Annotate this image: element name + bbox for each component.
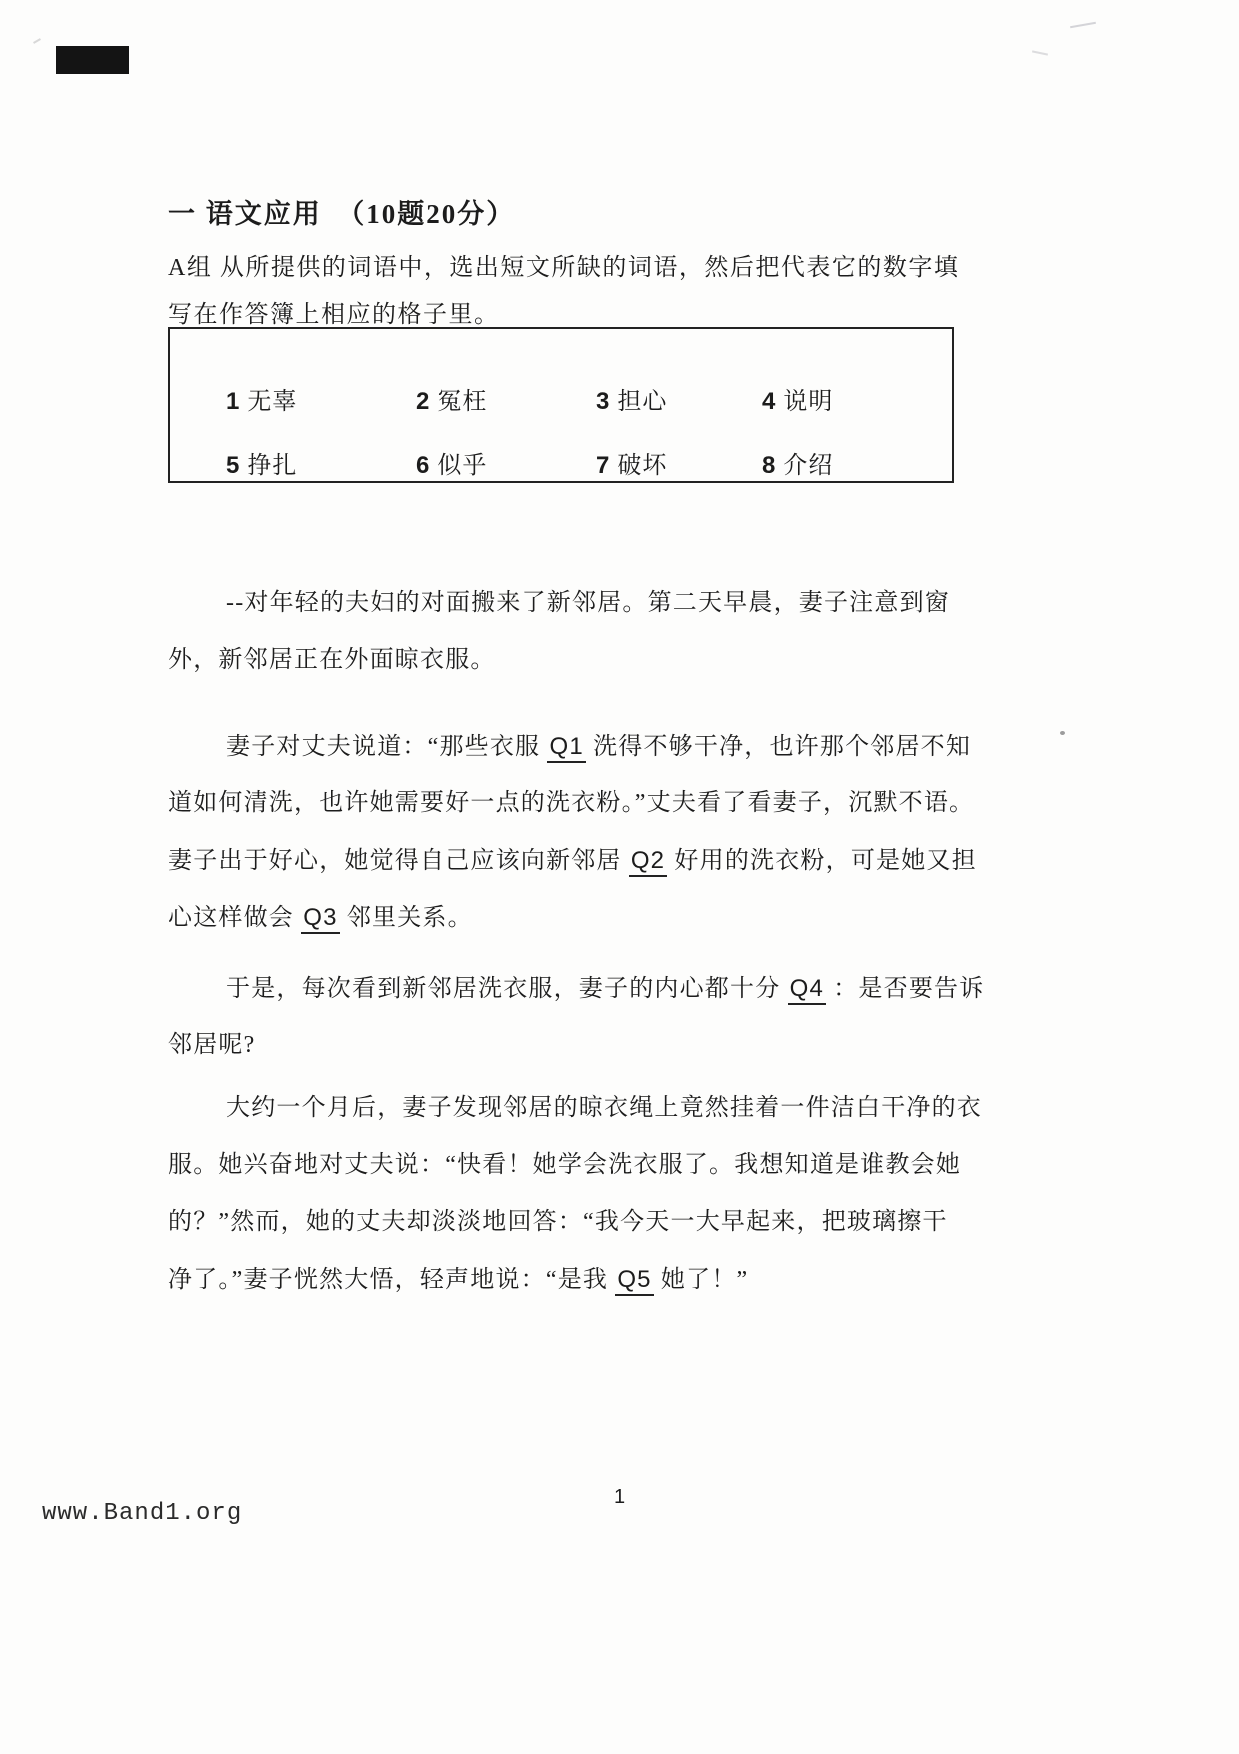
passage-text: 她了！” — [653, 1267, 749, 1293]
passage-paragraph-3 — [168, 960, 1008, 1074]
passage-line — [168, 718, 1008, 775]
passage-text: 净了。”妻子恍然大悟，轻声地说：“是我 — [168, 1267, 616, 1293]
blank-q5: Q5 — [615, 1266, 653, 1296]
passage-text: 洗得不够干净，也许那个邻居不知 — [585, 734, 972, 760]
passage-text: ：是否要告诉 — [826, 976, 985, 1002]
word-text: 介绍 — [783, 453, 834, 479]
word-option-5 — [226, 445, 297, 480]
passage-line: 道如何清洗，也许她需要好一点的洗衣粉。”丈夫看了看妻子，沉默不语。 — [168, 790, 975, 816]
word-option-1 — [226, 381, 297, 416]
scan-artifact — [1032, 50, 1048, 55]
passage-line: --对年轻的夫妇的对面搬来了新邻居。第二天早晨，妻子注意到窗 — [226, 590, 950, 616]
section-title: 一 语文应用 （10题20分） — [168, 199, 516, 229]
blank-q2: Q2 — [629, 847, 667, 877]
passage-line: 的？”然而，她的丈夫却淡淡地回答：“我今天一大早起来，把玻璃擦干 — [168, 1209, 948, 1235]
word-option-4 — [762, 381, 833, 416]
word-text: 似乎 — [437, 453, 488, 479]
passage-text: 邻里关系。 — [339, 905, 473, 931]
word-number: 2 — [416, 388, 431, 415]
word-option-7 — [596, 445, 667, 480]
word-text: 无辜 — [247, 389, 298, 415]
instruction-line-2: 写在作答簿上相应的格子里。 — [168, 302, 500, 328]
blank-q1: Q1 — [547, 733, 585, 763]
passage-line — [168, 832, 1008, 889]
passage-text: 于是，每次看到新邻居洗衣服，妻子的内心都十分 — [226, 976, 788, 1002]
word-text: 说明 — [783, 389, 834, 415]
footer-site-url: www.Band1.org — [42, 1500, 243, 1527]
word-text: 挣扎 — [247, 453, 298, 479]
word-option-8 — [762, 445, 833, 480]
word-number: 6 — [416, 452, 431, 479]
word-number: 4 — [762, 388, 777, 415]
passage-paragraph-2 — [168, 718, 1008, 946]
passage-line — [168, 889, 1008, 946]
word-bank-box — [168, 327, 954, 483]
passage-text: 妻子对丈夫说道：“那些衣服 — [226, 734, 548, 760]
passage-line — [168, 1251, 1008, 1308]
scan-artifact — [1060, 731, 1065, 735]
word-number: 3 — [596, 388, 611, 415]
passage-line: 外，新邻居正在外面晾衣服。 — [168, 647, 496, 673]
redaction-block — [56, 46, 129, 74]
passage-line: 大约一个月后，妻子发现邻居的晾衣绳上竟然挂着一件洁白干净的衣 — [226, 1095, 982, 1121]
word-option-6 — [416, 445, 487, 480]
word-number: 7 — [596, 452, 611, 479]
passage-text: 妻子出于好心，她觉得自己应该向新邻居 — [168, 848, 629, 874]
passage-paragraph-1 — [168, 575, 1008, 689]
blank-q4: Q4 — [788, 975, 826, 1005]
word-option-2 — [416, 381, 487, 416]
passage-line: 邻居呢? — [168, 1032, 256, 1058]
scan-artifact — [1070, 22, 1096, 28]
scan-artifact — [33, 38, 41, 44]
word-number: 5 — [226, 452, 241, 479]
blank-q3: Q3 — [301, 904, 339, 934]
passage-text: 心这样做会 — [168, 905, 302, 931]
word-text: 破坏 — [617, 453, 668, 479]
passage-text: 好用的洗衣粉，可是她又担 — [667, 848, 977, 874]
passage-paragraph-4 — [168, 1080, 1008, 1308]
word-text: 冤枉 — [437, 389, 488, 415]
passage-line: 服。她兴奋地对丈夫说：“快看！她学会洗衣服了。我想知道是谁教会她 — [168, 1152, 962, 1178]
word-number: 8 — [762, 452, 777, 479]
word-number: 1 — [226, 388, 241, 415]
page-number: 1 — [613, 1486, 626, 1508]
word-text: 担心 — [617, 389, 668, 415]
passage-line — [168, 960, 1008, 1017]
instruction-line-1: A组 从所提供的词语中，选出短文所缺的词语，然后把代表它的数字填 — [168, 255, 960, 281]
word-option-3 — [596, 381, 667, 416]
